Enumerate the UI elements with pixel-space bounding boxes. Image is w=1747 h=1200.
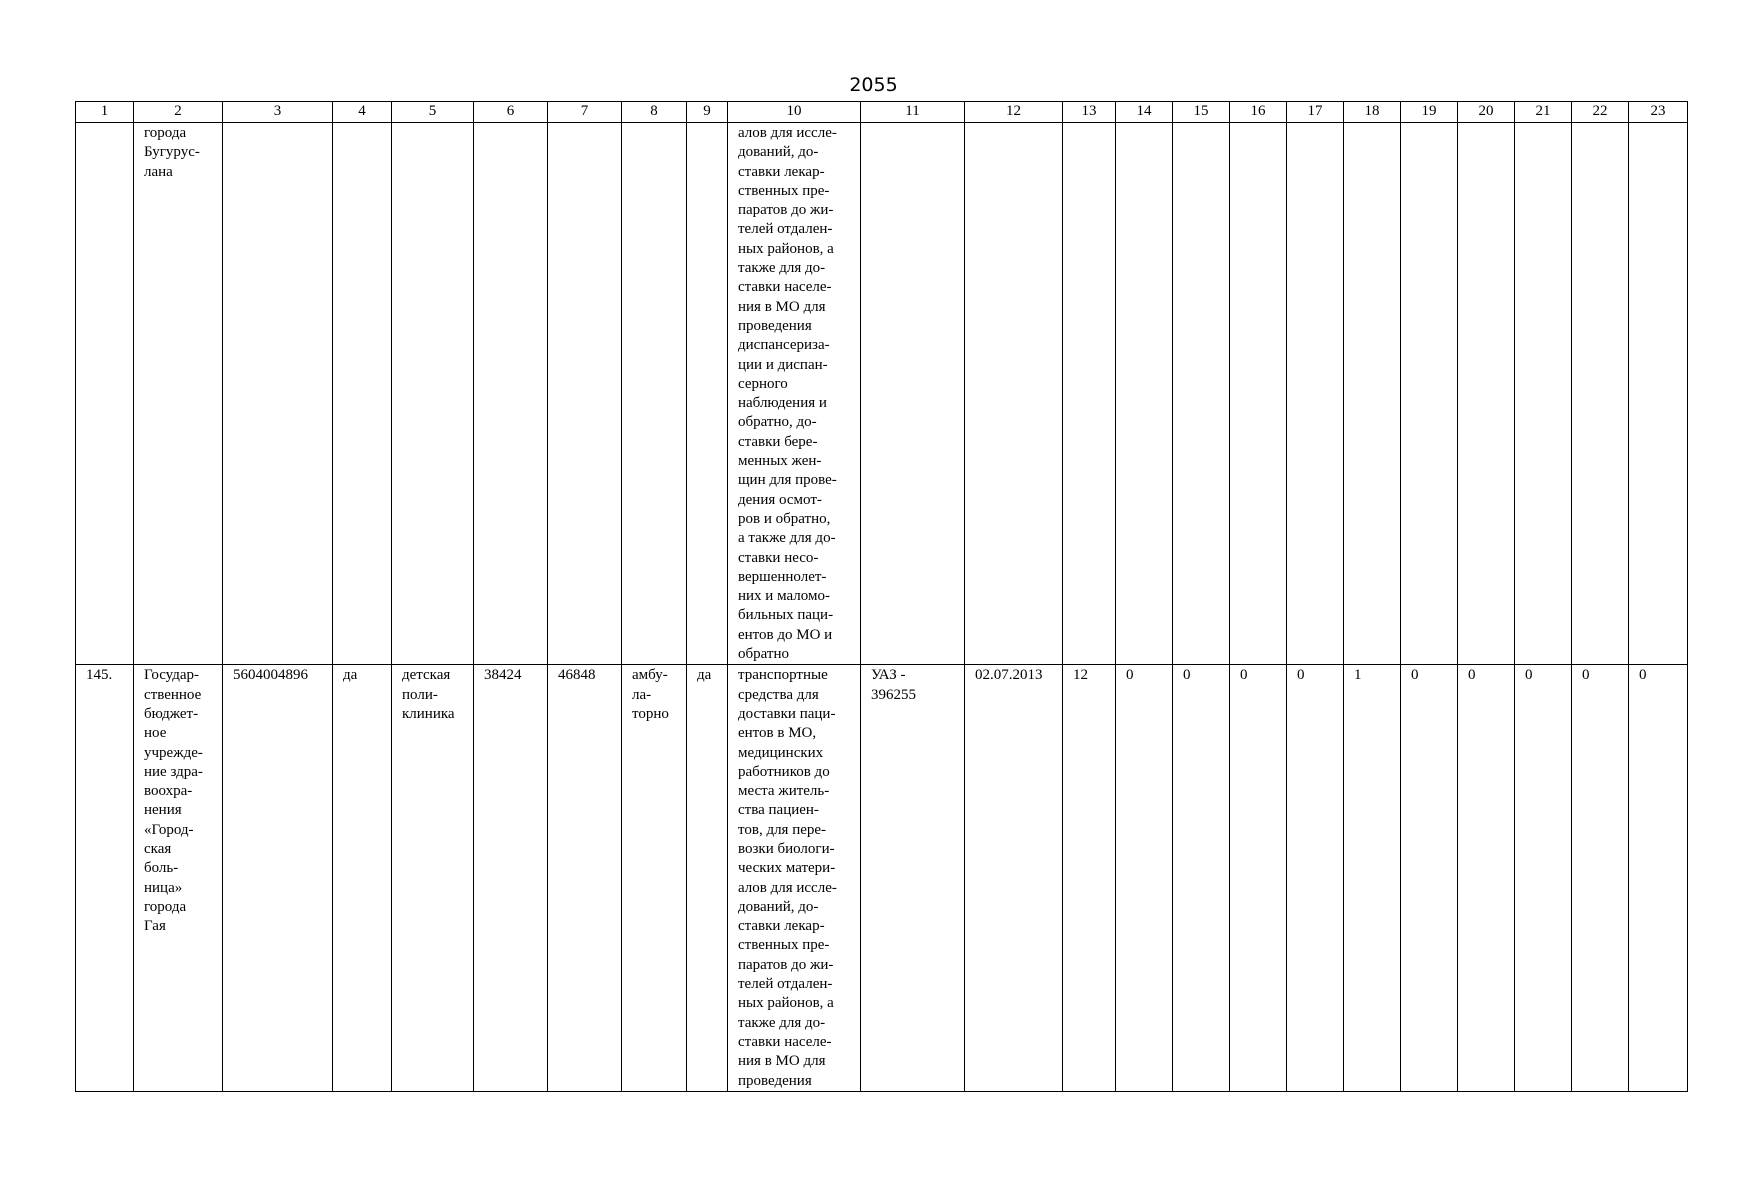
table-cell <box>1572 123 1629 665</box>
page-number: 2055 <box>849 74 898 96</box>
vehicle-model-cell: УАЗ - 396255 <box>861 665 965 1092</box>
table-cell: 0 <box>1287 665 1344 1092</box>
column-header: 13 <box>1063 102 1116 123</box>
column-header: 8 <box>622 102 687 123</box>
column-header: 11 <box>861 102 965 123</box>
vehicle-model-cell <box>861 123 965 665</box>
table-cell <box>1063 123 1116 665</box>
table-cell: 0 <box>1572 665 1629 1092</box>
column-header: 23 <box>1629 102 1688 123</box>
table-cell: 38424 <box>474 665 548 1092</box>
table-cell: 0 <box>1458 665 1515 1092</box>
column-header: 10 <box>728 102 861 123</box>
table-cell <box>1401 123 1458 665</box>
table-cell: 0 <box>1173 665 1230 1092</box>
column-header: 20 <box>1458 102 1515 123</box>
table-cell: да <box>687 665 728 1092</box>
data-table <box>75 101 1688 1092</box>
table-cell: 1 <box>1344 665 1401 1092</box>
care-type-cell <box>622 123 687 665</box>
row-number-cell <box>76 123 134 665</box>
table-cell: 46848 <box>548 665 622 1092</box>
table-cell <box>1173 123 1230 665</box>
table-cell <box>1116 123 1173 665</box>
table-cell: 0 <box>1230 665 1287 1092</box>
purpose-cell: алов для иссле- дований, до- ставки лекар- ственных пре- паратов до жи- телей отдален- ных районов, а также для до- ставки населе- ния в МО для проведения диспансериза- ции и диспан- серного наблюдения и обратно, до- ставки бере- менных жен- щин для прове- дения осмот- ров и обратно, а также для до- ставки несо- вершеннолет- них и маломо- бильных паци- ентов до МО и обратно <box>728 123 861 665</box>
table-cell <box>333 123 392 665</box>
column-header: 4 <box>333 102 392 123</box>
table-cell <box>1344 123 1401 665</box>
table-cell: 0 <box>1629 665 1688 1092</box>
column-header: 19 <box>1401 102 1458 123</box>
table-cell: 0 <box>1116 665 1173 1092</box>
column-header: 3 <box>223 102 333 123</box>
date-cell <box>965 123 1063 665</box>
table-cell <box>474 123 548 665</box>
inn-cell <box>223 123 333 665</box>
column-header: 2 <box>134 102 223 123</box>
column-header: 21 <box>1515 102 1572 123</box>
inn-cell: 5604004896 <box>223 665 333 1092</box>
table-cell: да <box>333 665 392 1092</box>
column-header: 12 <box>965 102 1063 123</box>
column-header: 14 <box>1116 102 1173 123</box>
column-header: 17 <box>1287 102 1344 123</box>
column-header: 16 <box>1230 102 1287 123</box>
column-header: 6 <box>474 102 548 123</box>
table-cell <box>1287 123 1344 665</box>
purpose-cell: транспортные средства для доставки паци- ентов в МО, медицинских работников до места житель- ства пациен- тов, для пере- возки биологи- ческих матери- алов для иссле- дований, до- ставки лекар- ственных пре- паратов до жи- телей отдален- ных районов, а также для до- ставки населе- ния в МО для проведения <box>728 665 861 1092</box>
table-cell <box>548 123 622 665</box>
care-type-cell: амбу- ла- торно <box>622 665 687 1092</box>
organization-name-cell: города Бугурус- лана <box>134 123 223 665</box>
column-header: 15 <box>1173 102 1230 123</box>
unit-type-cell: детская поли- клиника <box>392 665 474 1092</box>
organization-name-cell: Государ- ственное бюджет- ное учрежде- ние здра- воохра- нения «Город- ская боль- ница» города Гая <box>134 665 223 1092</box>
table-cell <box>1515 123 1572 665</box>
table-row-continued <box>76 123 1688 665</box>
table-cell <box>1230 123 1287 665</box>
column-header: 18 <box>1344 102 1401 123</box>
table-row-145 <box>76 665 1688 1092</box>
table-cell: 12 <box>1063 665 1116 1092</box>
table-cell: 0 <box>1515 665 1572 1092</box>
table-cell <box>687 123 728 665</box>
column-header: 5 <box>392 102 474 123</box>
column-header: 22 <box>1572 102 1629 123</box>
table-cell <box>1458 123 1515 665</box>
date-cell: 02.07.2013 <box>965 665 1063 1092</box>
unit-type-cell <box>392 123 474 665</box>
column-header: 1 <box>76 102 134 123</box>
column-number-row <box>76 102 1688 123</box>
row-number-cell: 145. <box>76 665 134 1092</box>
column-header: 7 <box>548 102 622 123</box>
column-header: 9 <box>687 102 728 123</box>
table-cell <box>1629 123 1688 665</box>
table-cell: 0 <box>1401 665 1458 1092</box>
